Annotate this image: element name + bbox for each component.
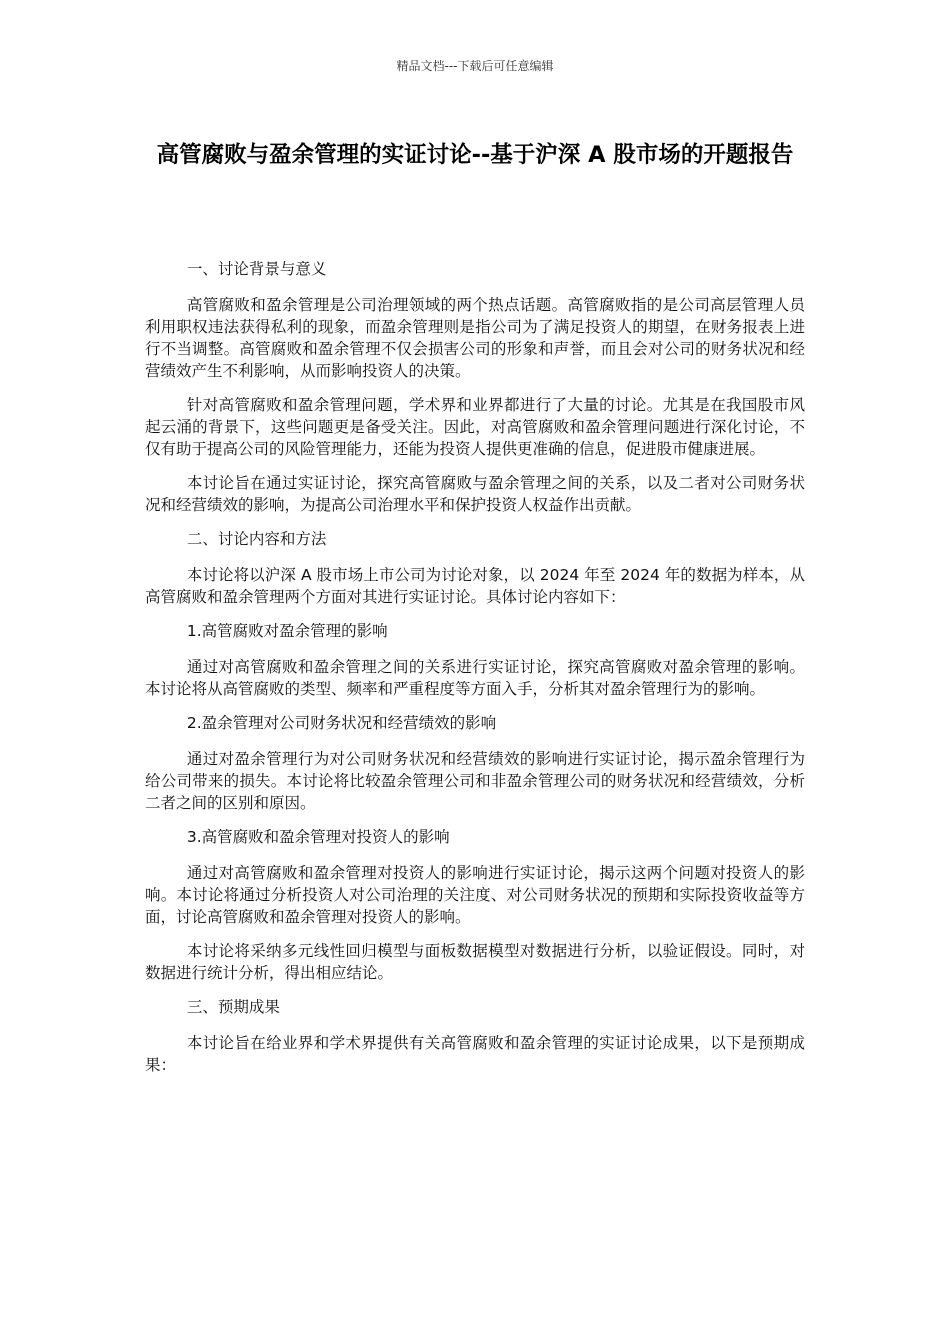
- paragraph: 本讨论旨在通过实证讨论，探究高管腐败与盈余管理之间的关系，以及二者对公司财务状况和经营绩效的影响，为提高公司治理水平和保护投资人权益作出贡献。: [145, 474, 805, 514]
- section-heading-background: 一、讨论背景与意义: [186, 260, 327, 278]
- subheading-2: 2.盈余管理对公司财务状况和经营绩效的影响: [186, 714, 497, 732]
- paragraph: 本讨论将采纳多元线性回归模型与面板数据模型对数据进行分析，以验证假设。同时，对数据进行统计分析，得出相应结论。: [145, 942, 805, 982]
- section-heading-expected-results: 三、预期成果: [186, 998, 280, 1016]
- header-note: 精品文档---下载后可任意编辑: [396, 59, 554, 73]
- paragraph: 本讨论将以沪深 A 股市场上市公司为讨论对象，以 2024 年至 2024 年的数据为样本，从高管腐败和盈余管理两个方面对其进行实证讨论。具体讨论内容如下：: [145, 566, 805, 606]
- document-title: 高管腐败与盈余管理的实证讨论--基于沪深 A 股市场的开题报告: [156, 142, 794, 168]
- paragraph: 通过对高管腐败和盈余管理之间的关系进行实证讨论，探究高管腐败对盈余管理的影响。本讨论将从高管腐败的类型、频率和严重程度等方面入手，分析其对盈余管理行为的影响。: [145, 658, 805, 698]
- subheading-3: 3.高管腐败和盈余管理对投资人的影响: [186, 828, 450, 846]
- paragraph: 本讨论旨在给业界和学术界提供有关高管腐败和盈余管理的实证讨论成果，以下是预期成果：: [145, 1034, 805, 1074]
- document-body: [145, 258, 805, 1088]
- paragraph: 通过对盈余管理行为对公司财务状况和经营绩效的影响进行实证讨论，揭示盈余管理行为给公司带来的损失。本讨论将比较盈余管理公司和非盈余管理公司的财务状况和经营绩效，分析二者之间的区别和原因。: [145, 750, 805, 812]
- paragraph: 高管腐败和盈余管理是公司治理领域的两个热点话题。高管腐败指的是公司高层管理人员利用职权违法获得私利的现象，而盈余管理则是指公司为了满足投资人的期望，在财务报表上进行不当调整。高管腐败和盈余管理不仅会损害公司的形象和声誉，而且会对公司的财务状况和经营绩效产生不利影响，从而影响投资人的决策。: [145, 296, 805, 380]
- subheading-1: 1.高管腐败对盈余管理的影响: [186, 622, 388, 640]
- section-heading-content-method: 二、讨论内容和方法: [186, 530, 327, 548]
- paragraph: 针对高管腐败和盈余管理问题，学术界和业界都进行了大量的讨论。尤其是在我国股市风起云涌的背景下，这些问题更是备受关注。因此，对高管腐败和盈余管理问题进行深化讨论，不仅有助于提高公司的风险管理能力，还能为投资人提供更准确的信息，促进股市健康进展。: [145, 396, 805, 458]
- paragraph: 通过对高管腐败和盈余管理对投资人的影响进行实证讨论，揭示这两个问题对投资人的影响。本讨论将通过分析投资人对公司治理的关注度、对公司财务状况的预期和实际投资收益等方面，讨论高管腐败和盈余管理对投资人的影响。: [145, 864, 805, 926]
